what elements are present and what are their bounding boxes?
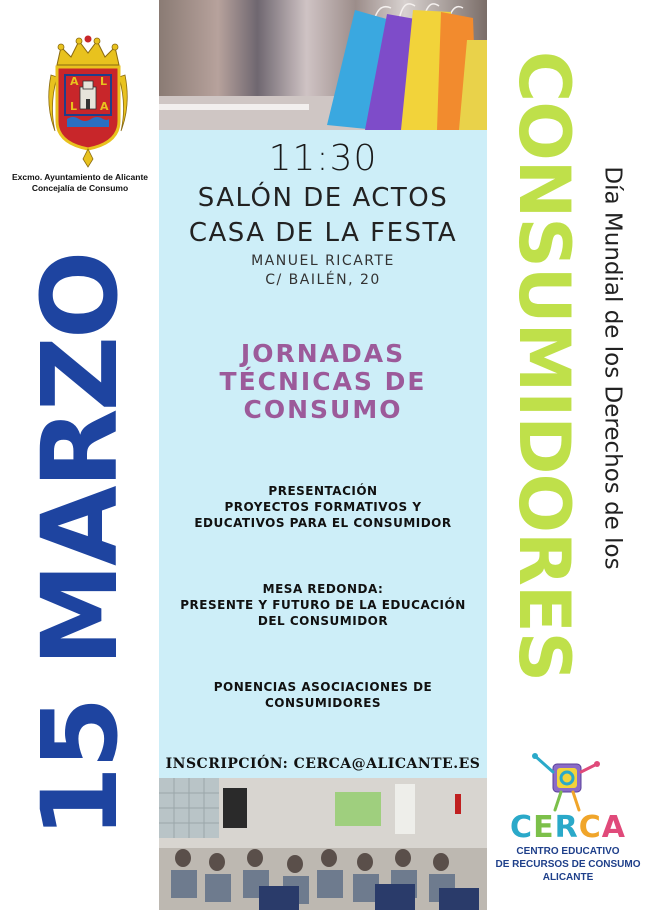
program-item-line: EDUCATIVOS PARA EL CONSUMIDOR [194,516,452,530]
classroom-photo [159,778,487,910]
cerca-letter: E [533,810,555,845]
crest-letter: A [100,100,109,113]
crest-letter: L [100,75,108,88]
organization-line-1: Excmo. Ayuntamiento de Alicante [11,172,149,182]
cerca-full-name [490,845,646,884]
cerca-letter: C [578,810,602,845]
cerca-letter: A [601,810,626,845]
side-title-text: CONSUMIDORES [503,50,585,682]
venue-line-1: SALÓN DE ACTOS [197,183,449,213]
venue-line-2: CASA DE LA FESTA [188,218,458,248]
side-subtitle-text: Día Mundial de los Derechos de los [599,166,626,570]
event-time: 11:30 [268,138,378,179]
program-item-round-table [159,581,487,629]
cerca-letter: C [510,810,534,845]
program-item-presentation [159,483,487,531]
cerca-logo-word [493,810,643,845]
event-heading-line-3: CONSUMO [243,395,403,424]
program-item-line: PRESENTE Y FUTURO DE LA EDUCACIÓN [180,598,466,612]
event-heading [159,340,487,424]
organization-name [4,172,156,194]
program-item-line: PROYECTOS FORMATIVOS Y [224,500,422,514]
shopping-bags-photo [159,0,487,130]
program-item-line: DEL CONSUMIDOR [257,614,389,628]
shopping-bags-illustration [159,0,487,130]
program-item-line: CONSUMIDORES [264,696,382,710]
program-item-line: MESA REDONDA: [262,582,384,596]
organization-line-2: Concejalía de Consumo [31,183,129,193]
cerca-line-2: DE RECURSOS DE CONSUMO [495,859,641,870]
registration-email: INSCRIPCIÓN: CERCA@ALICANTE.ES [165,756,481,772]
program-item-talks [159,679,487,711]
event-heading-line-2: TÉCNICAS DE [219,367,427,396]
address-line-2: C/ BAILÉN, 20 [265,272,381,288]
cerca-line-1: CENTRO EDUCATIVO [516,846,620,857]
cerca-line-3: ALICANTE [542,872,594,883]
crest-letter: A [70,75,79,88]
cerca-mascot-logo [527,750,603,814]
classroom-illustration [159,778,487,910]
event-heading-line-1: JORNADAS [240,339,406,368]
program-item-line: PONENCIAS ASOCIACIONES DE [213,680,433,694]
alicante-coat-of-arms [45,35,131,169]
crest-letter: L [70,100,78,113]
address-line-1: MANUEL RICARTE [251,253,395,269]
event-date-text: 15 MARZO [19,253,141,839]
center-column [159,0,487,910]
cerca-letter: R [554,810,579,845]
program-item-line: PRESENTACIÓN [268,484,378,498]
